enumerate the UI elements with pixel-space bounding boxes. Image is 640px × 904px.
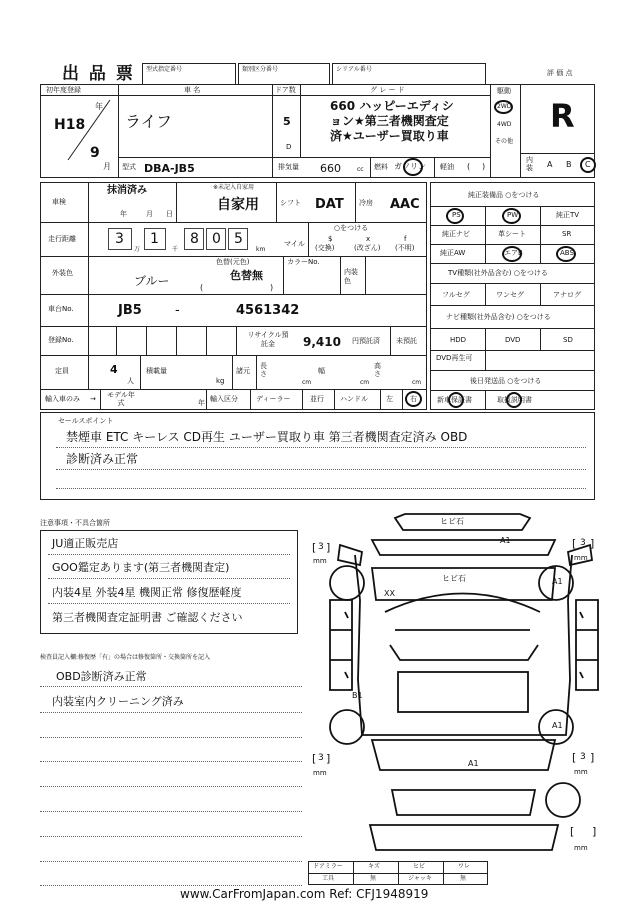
tire-bracket-close: ] [326, 752, 331, 765]
interior-color-label: 内装色 [344, 268, 358, 285]
navi-title: ナビ種類(社外品含む) ○をつける [446, 313, 551, 321]
mileage-opt-3: f [404, 235, 407, 243]
color-value: ブルー [134, 274, 170, 288]
dims-width: 幅 [318, 367, 325, 375]
repaint-value: 色替無 [230, 269, 263, 282]
import-type-label: 輸入区分 [210, 395, 238, 403]
legend-cell: ジャッキ [408, 875, 432, 882]
drive-other: その他 [495, 138, 514, 145]
model-year-unit: 年 [198, 399, 205, 407]
equipment-title: 純正装備品 ○をつける [468, 191, 540, 199]
drive-label: 駆動 [497, 87, 511, 95]
interior-label: 内装 [526, 156, 533, 172]
inspector-line-2: 内装室内クリーニング済み [52, 695, 184, 708]
tire-bracket-close: ] [326, 541, 331, 554]
mile-label: マイル [284, 240, 305, 248]
mileage-unit-man: 万 [134, 246, 141, 253]
chassis-dash: - [175, 303, 180, 318]
drive-4wd: 4WD [497, 121, 512, 128]
notes-line-4: 第三者機関査定証明書 ご確認ください [52, 611, 243, 624]
dims-width-cm: cm [360, 379, 370, 386]
import-label: 輸入車のみ [45, 395, 80, 403]
dvd-playback: DVD再生可 [436, 354, 473, 362]
interior-grade-a: A [547, 160, 553, 169]
chassis-prefix: JB5 [118, 303, 142, 318]
fuel-gasoline: ガソリン [394, 162, 426, 171]
grade-line-3: 済★ユーザー買取り車 [330, 129, 449, 143]
evaluation-score: R [550, 97, 575, 135]
tv-fullseg: フルセグ [442, 291, 470, 299]
mileage-digit: 5 [234, 231, 243, 247]
month-unit: 月 [103, 162, 111, 171]
first-reg-month: 9 [90, 145, 100, 161]
tire-bracket-open: [ [570, 825, 575, 838]
equip-pw: PW [507, 211, 519, 219]
mileage-digit: 0 [212, 231, 221, 247]
mileage-unit-km: km [256, 246, 266, 253]
dims-label: 諸元 [236, 367, 250, 375]
tire-unit: mm [313, 557, 327, 565]
class-number-label: 類別区分番号 [242, 66, 279, 73]
chassis-label: 車台No. [48, 305, 74, 313]
equip-airbag: エアB [504, 249, 523, 257]
dims-height: 高さ [374, 362, 381, 378]
color-label: 外装色 [52, 269, 73, 277]
shift-value: DAT [315, 197, 344, 212]
mileage-opt-label-2: (改ざん) [354, 244, 381, 252]
damage-mark: B1 [352, 691, 363, 700]
inspector-label: 検査員記入欄:修復歴「有」の場合は修復箇所・交換箇所を記入 [40, 654, 211, 661]
repaint-label: 色替(元色) [216, 258, 250, 266]
equip-abs: ABS [560, 249, 574, 257]
capacity-unit: 人 [127, 377, 134, 385]
ac-value: AAC [390, 197, 420, 212]
docs-title: 後日発送品 ○をつける [470, 377, 542, 385]
inspection-label: 車検 [52, 198, 66, 206]
recycle-unit: 円預託済 [352, 337, 380, 345]
tire-bracket-open: [ [572, 751, 577, 764]
doors-label: ドア数 [275, 86, 296, 94]
tire-bracket-close: ] [592, 825, 597, 838]
inspection-month: 月 [146, 210, 153, 218]
notes-line-1: JU適正販売店 [52, 537, 119, 550]
footer-reference[interactable]: www.CarFromJapan.com Ref: CFJ1948919 [180, 887, 429, 901]
equip-tv: 純正TV [556, 211, 580, 219]
notes-label: 注意事項・不具合箇所 [40, 519, 110, 527]
model-label: 型式 [122, 163, 136, 171]
chassis-number: 4561342 [236, 303, 300, 318]
recycle-value: 9,410 [303, 335, 341, 349]
dims-length-cm: cm [302, 379, 312, 386]
damage-mark: A1 [468, 759, 479, 768]
mileage-opt-label-3: (不明) [395, 244, 415, 252]
car-name-label: 車 名 [184, 86, 201, 94]
doors-value: 5 [283, 115, 291, 128]
grade-label: グ レ ー ド [370, 86, 405, 94]
tire-unit: mm [574, 554, 588, 562]
docs-manual: 取扱説明書 [497, 396, 532, 404]
damage-mark: ヒビ石 [442, 574, 466, 583]
mileage-digit: 8 [190, 231, 199, 247]
sales-point-line-2: 診断済み正常 [66, 452, 139, 466]
mileage-digit: 1 [150, 231, 159, 247]
capacity-label: 定員 [55, 367, 69, 375]
inspection-value: 抹消済み [107, 185, 147, 196]
mileage-opt-1: $ [328, 235, 333, 243]
legend-cell: 無 [370, 875, 377, 882]
model-value: DBA-JB5 [144, 162, 195, 175]
capacity-value: 4 [110, 363, 118, 376]
interior-grade-c: C [585, 160, 591, 169]
mileage-opt-label-1: (交換) [315, 244, 335, 252]
import-arrow: → [90, 395, 96, 403]
legend-header: ヒビ [413, 863, 426, 870]
use-value: 自家用 [217, 197, 259, 213]
tire-bracket-open: [ [312, 752, 317, 765]
tire-unit: mm [574, 844, 588, 852]
legend-header: キズ [368, 863, 380, 870]
tv-analog: アナログ [553, 291, 581, 299]
recycle-not-deposited: 未預託 [396, 337, 417, 345]
use-note: ※未記入自家用 [213, 184, 255, 191]
fuel-paren-close: ) [482, 162, 486, 171]
cc-unit: cc [357, 166, 364, 173]
form-title: 出 品 票 [62, 64, 135, 84]
year-unit: 年 [95, 102, 103, 111]
serial-number-label: シリアル番号 [336, 66, 372, 73]
color-no-label: カラーNo. [287, 258, 320, 266]
damage-mark: XX [384, 589, 395, 598]
tire-unit: mm [574, 768, 588, 776]
fuel-label: 燃料 [374, 163, 388, 171]
sales-point-label: セールスポイント [58, 417, 114, 425]
door-d: D [286, 143, 292, 151]
sales-point-line-1: 禁煙車 ETC キーレス CD再生 ユーザー買取り車 第三者機関査定済み OBD [66, 430, 468, 444]
legend-cell: 工具 [322, 875, 335, 882]
dims-length: 長さ [260, 362, 267, 378]
damage-mark: A1 [552, 721, 563, 730]
tire-bracket-open: [ [572, 537, 577, 550]
inspection-year: 年 [120, 210, 127, 218]
tire-depth: 3 [318, 753, 324, 763]
handle-right: 右 [410, 395, 417, 403]
handle-left: 左 [386, 395, 393, 403]
mileage-label: 走行距離 [48, 235, 76, 243]
equip-leather: 革シート [498, 230, 526, 238]
score-heading: 評 価 点 [547, 69, 573, 77]
load-kg: kg [216, 377, 225, 385]
damage-mark: A1 [552, 577, 563, 586]
notes-line-3: 内装4星 外装4星 機関正常 修復歴軽度 [52, 586, 242, 599]
damage-mark: A1 [500, 536, 511, 545]
type-designation-label: 型式指定番号 [146, 66, 183, 73]
repaint-paren-close: ) [270, 283, 274, 292]
recycle-label: リサイクル預託金 [247, 331, 289, 348]
mileage-opt-2: x [366, 235, 371, 243]
fuel-paren-open: ( [467, 162, 471, 171]
first-reg-label: 初年度登録 [46, 86, 81, 94]
displacement-label: 排気量 [278, 163, 299, 171]
legend-header: ワレ [458, 863, 471, 870]
mileage-unit-sen: 千 [172, 246, 179, 253]
damage-mark: ヒビ石 [440, 517, 464, 526]
import-dealer: ディーラー [256, 395, 291, 403]
displacement-value: 660 [320, 162, 341, 175]
grade-line-2: ョン★第三者機関査定 [330, 114, 449, 128]
mileage-mark-label: ○をつける [334, 224, 369, 232]
drive-2wd: 2WD [497, 103, 512, 110]
grade-line-1: 660 ハッピーエディシ [330, 99, 454, 113]
import-parallel: 並行 [310, 395, 324, 403]
tire-depth: 3 [580, 752, 586, 762]
equip-navi: 純正ナビ [442, 230, 470, 238]
notes-line-2: GOO鑑定あります(第三者機関査定) [52, 561, 230, 574]
car-name: ライフ [125, 112, 173, 131]
shift-label: シフト [280, 199, 301, 207]
dims-height-cm: cm [412, 379, 422, 386]
legend-cell: 無 [460, 875, 467, 882]
navi-sd: SD [563, 336, 573, 344]
tire-bracket-open: [ [312, 541, 317, 554]
navi-hdd: HDD [450, 336, 467, 344]
tire-bracket-close: ] [590, 751, 595, 764]
registration-label: 登録No. [48, 336, 74, 344]
fuel-light-oil: 軽油 [440, 163, 454, 171]
load-label: 積載量 [146, 367, 167, 375]
equip-ps: PS [452, 211, 461, 219]
first-reg-year: H18 [54, 117, 86, 133]
inspection-day: 日 [166, 210, 173, 218]
docs-warranty: 新車保証書 [437, 396, 472, 404]
tire-bracket-close: ] [590, 537, 595, 550]
ac-label: 冷房 [359, 199, 373, 207]
tv-title: TV種類(社外品含む) ○をつける [448, 269, 548, 277]
tire-depth: 3 [318, 542, 324, 552]
handle-label: ハンドル [340, 395, 368, 403]
mileage-digit: 3 [115, 231, 124, 247]
navi-dvd: DVD [505, 336, 521, 344]
equip-aw: 純正AW [440, 249, 466, 257]
inspector-line-1: OBD診断済み正常 [56, 670, 147, 683]
tire-unit: mm [313, 769, 327, 777]
tire-depth: 3 [580, 538, 586, 548]
repaint-paren-open: ( [200, 283, 204, 292]
model-year-label: モデル年式 [107, 391, 135, 407]
equip-sr: SR [562, 230, 572, 238]
legend-header: ドアミラー [313, 863, 343, 870]
interior-grade-b: B [566, 160, 572, 169]
tv-oneseg: ワンセグ [496, 291, 524, 299]
